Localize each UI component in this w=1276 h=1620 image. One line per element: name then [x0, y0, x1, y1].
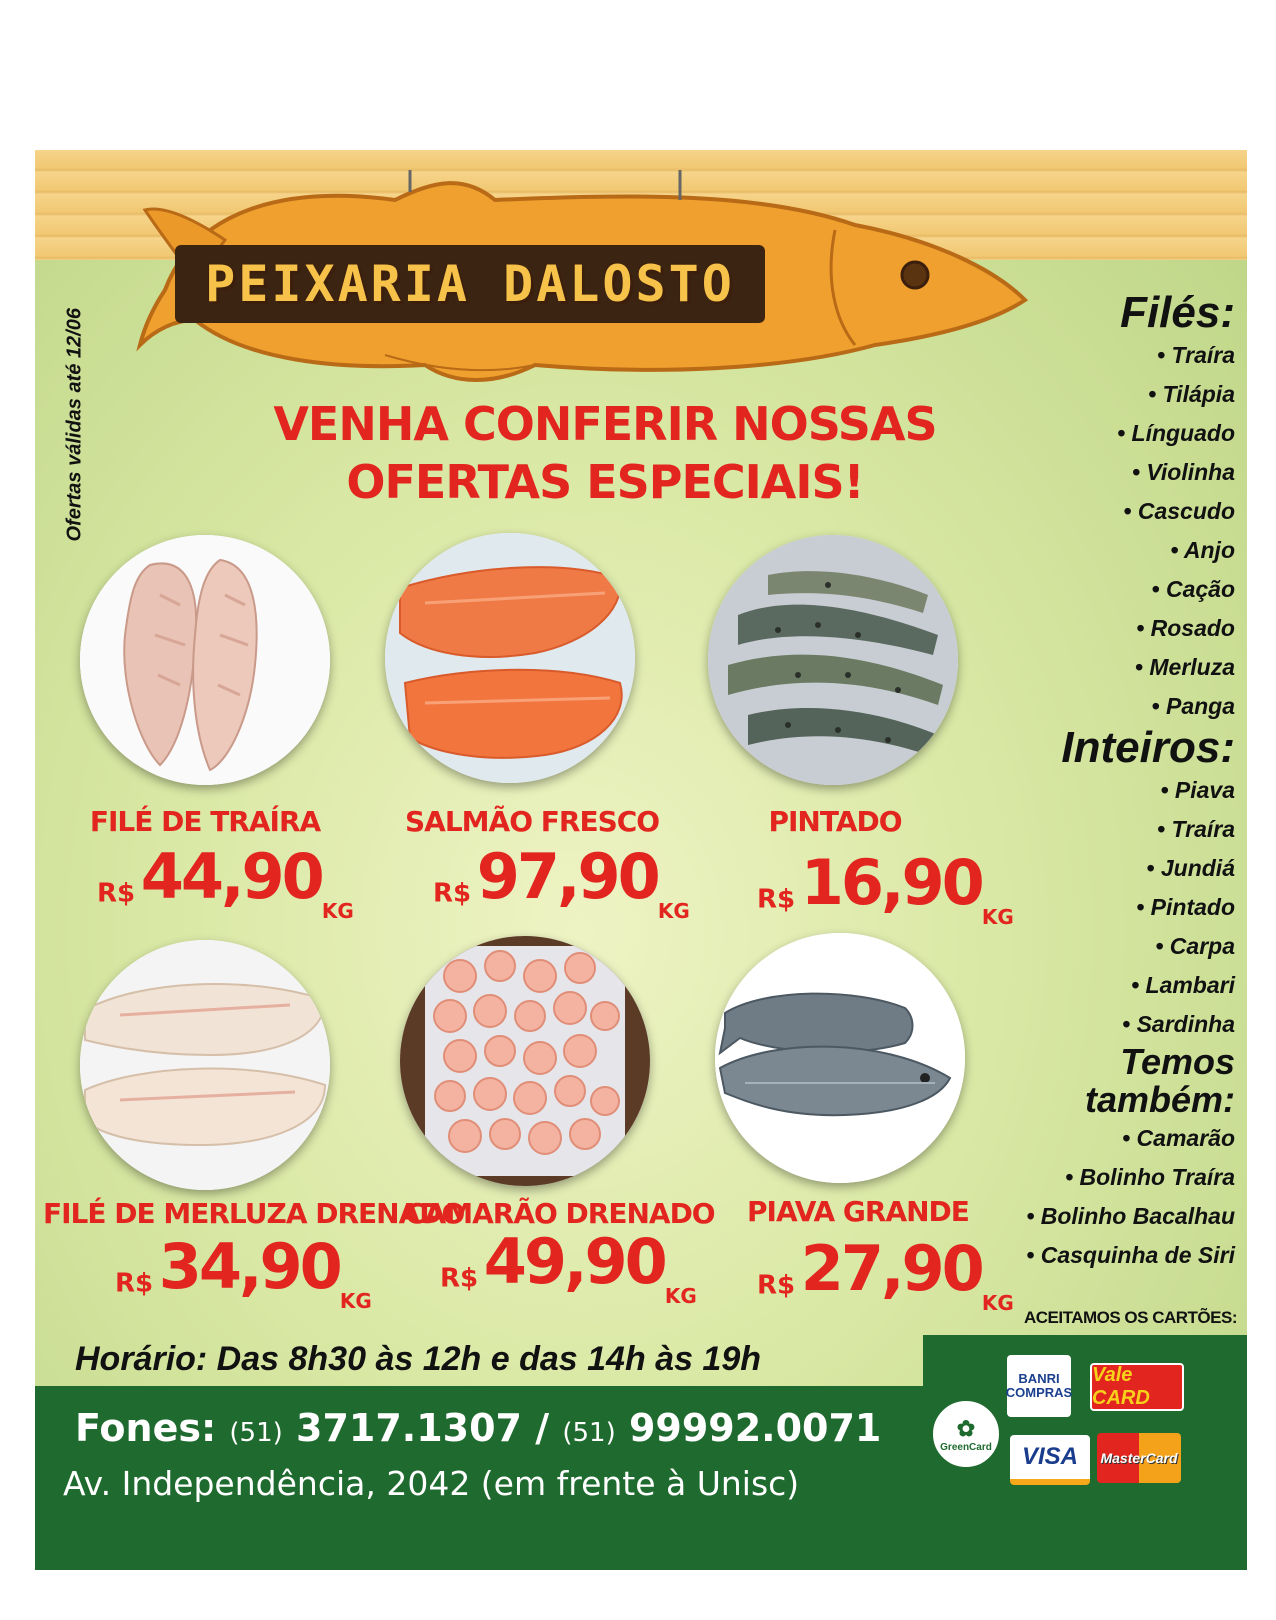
product-price-traira — [97, 840, 354, 923]
product-name-salmon: SALMÃO FRESCO — [405, 805, 660, 838]
visa-logo: VISA — [1010, 1435, 1090, 1485]
currency-symbol: R$ — [97, 878, 136, 909]
phone-numbers — [75, 1406, 881, 1450]
inteiros-title: Inteiros: — [1061, 723, 1235, 772]
shrimp-photo — [400, 936, 650, 1186]
currency-symbol: R$ — [757, 884, 796, 915]
banricompras-logo: BANRI COMPRAS — [1007, 1355, 1071, 1417]
inteiros-list — [1061, 725, 1235, 1044]
currency-symbol: R$ — [433, 878, 472, 909]
list-item: • Pintado — [1136, 894, 1235, 920]
currency-symbol: R$ — [440, 1263, 479, 1294]
list-item: • Camarão — [1122, 1125, 1235, 1151]
list-item: • Sardinha — [1122, 1011, 1235, 1037]
currency-symbol: R$ — [115, 1268, 154, 1299]
list-item: • Anjo — [1170, 537, 1235, 563]
temos-title-line2: também: — [1084, 1079, 1235, 1120]
piava-fish-photo — [715, 933, 965, 1183]
headline-line2: OFERTAS ESPECIAIS! — [346, 455, 864, 509]
product-price-pintado — [757, 846, 1014, 929]
product-name-camarao: CAMARÃO DRENADO — [405, 1197, 715, 1230]
currency-symbol: R$ — [757, 1270, 796, 1301]
unit-label: KG — [339, 1289, 372, 1313]
traira-fillet-photo — [80, 535, 330, 785]
price-value: 49,90 — [483, 1225, 665, 1298]
files-title: Filés: — [1120, 288, 1235, 337]
price-value: 34,90 — [158, 1230, 340, 1303]
brand-name: PEIXARIA DALOSTO — [205, 255, 735, 313]
cards-label: ACEITAMOS OS CARTÕES: — [1023, 1308, 1237, 1327]
product-price-camarao — [440, 1225, 697, 1308]
headline — [265, 395, 945, 511]
list-item: • Violinha — [1131, 459, 1235, 485]
area-code: (51) — [562, 1418, 616, 1448]
unit-label: KG — [657, 899, 690, 923]
mastercard-logo: MasterCard — [1097, 1433, 1181, 1483]
headline-line1: VENHA CONFERIR NOSSAS — [273, 397, 937, 451]
phones-label: Fones: — [75, 1406, 217, 1450]
product-price-piava — [757, 1232, 1014, 1315]
list-item: • Merluza — [1134, 654, 1235, 680]
list-item: • Rosado — [1136, 615, 1235, 641]
salmon-fillet-photo — [385, 533, 635, 783]
temos-list — [1026, 1043, 1235, 1275]
phone-1: 3717.1307 — [296, 1406, 522, 1450]
product-price-merluza — [115, 1230, 372, 1313]
unit-label: KG — [981, 1291, 1014, 1315]
price-value: 97,90 — [476, 840, 658, 913]
pintado-fish-photo — [708, 535, 958, 785]
list-item: • Traíra — [1157, 816, 1235, 842]
address: Av. Independência, 2042 (em frente à Unisc) — [63, 1464, 800, 1503]
unit-label: KG — [981, 905, 1014, 929]
price-value: 27,90 — [800, 1232, 982, 1305]
list-item: • Casquinha de Siri — [1026, 1242, 1235, 1268]
product-name-piava: PIAVA GRANDE — [747, 1195, 969, 1228]
hake-fillet-photo — [80, 940, 330, 1190]
list-item: • Panga — [1151, 693, 1235, 719]
list-item: • Bolinho Traíra — [1065, 1164, 1235, 1190]
cards-box — [923, 1335, 1247, 1386]
product-name-traira: FILÉ DE TRAÍRA — [89, 805, 321, 838]
validity-note: Ofertas válidas até 12/06 — [63, 308, 86, 542]
phone-separator: / — [535, 1406, 550, 1450]
product-price-salmon — [433, 840, 690, 923]
product-name-merluza: FILÉ DE MERLUZA DRENADO — [43, 1197, 465, 1230]
list-item: • Jundiá — [1146, 855, 1235, 881]
card-name: GreenCard — [940, 1441, 992, 1453]
unit-label: KG — [321, 899, 354, 923]
flyer — [35, 150, 1247, 1570]
area-code: (51) — [229, 1418, 283, 1448]
list-item: • Piava — [1160, 777, 1235, 803]
list-item: • Bolinho Bacalhau — [1026, 1203, 1235, 1229]
price-value: 16,90 — [800, 846, 982, 919]
list-item: • Tilápia — [1148, 381, 1235, 407]
list-item: • Traíra — [1157, 342, 1235, 368]
list-item: • Carpa — [1155, 933, 1235, 959]
list-item: • Cação — [1151, 576, 1235, 602]
list-item: • Línguado — [1117, 420, 1235, 446]
temos-title-line1: Temos — [1120, 1041, 1235, 1082]
opening-hours: Horário: Das 8h30 às 12h e das 14h às 19h — [75, 1340, 762, 1378]
files-list — [1117, 290, 1235, 726]
product-name-pintado: PINTADO — [768, 805, 902, 838]
valecard-logo: Vale CARD — [1090, 1363, 1184, 1411]
phone-2: 99992.0071 — [628, 1406, 882, 1450]
list-item: • Lambari — [1131, 972, 1235, 998]
list-item: • Cascudo — [1123, 498, 1235, 524]
price-value: 44,90 — [140, 840, 322, 913]
unit-label: KG — [664, 1284, 697, 1308]
greencard-logo: ✿ GreenCard — [930, 1398, 1002, 1470]
